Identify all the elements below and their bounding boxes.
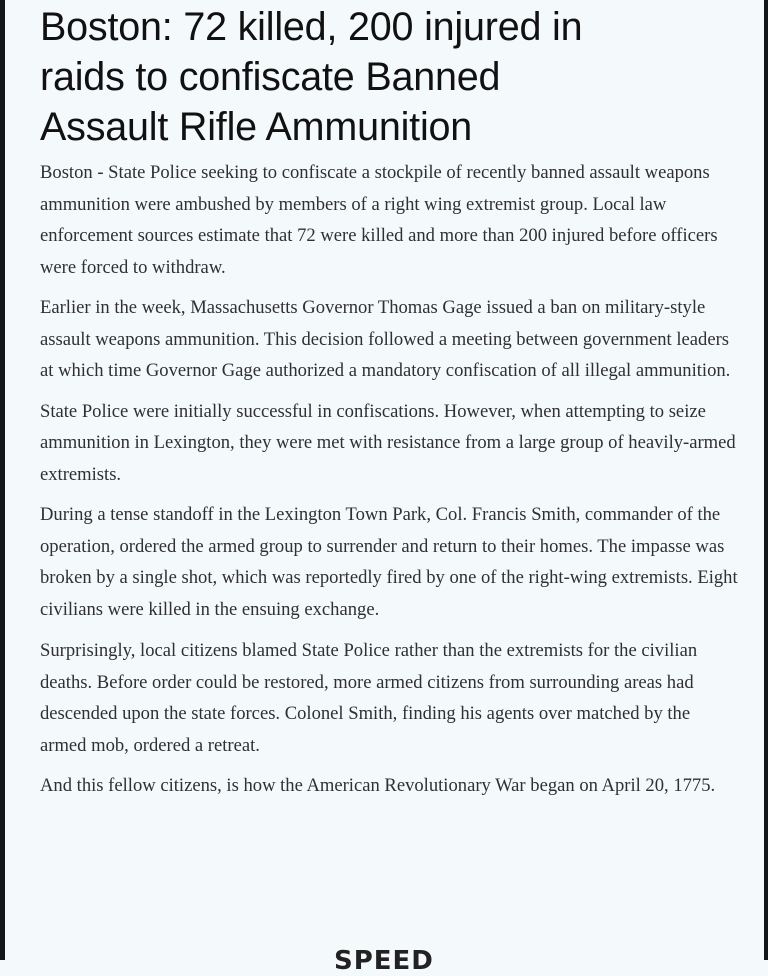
- headline-line-2: raids to confiscate Banned: [40, 55, 501, 99]
- paragraph-3: State Police were initially successful in confiscations. However, when attempting to seize ammunition in Lexington, they were met with resistance from a large group of heavily-armed extremists.: [40, 400, 736, 485]
- paragraph-1: Boston - State Police seeking to confiscate a stockpile of recently banned assault weapons ammunition were ambushed by members of a right wing extremist group. Local law enforcement sources estimate that 72 were killed and more than 200 injured before officers were forced to withdraw.: [40, 162, 718, 278]
- headline-line-1: Boston: 72 killed, 200 injured in: [40, 5, 583, 49]
- right-border: [764, 0, 768, 960]
- paragraph-4: During a tense standoff in the Lexington Town Park, Col. Francis Smith, commander of the operation, ordered the armed group to surrender and return to their homes. The impasse was broken by a single shot, which was reportedly fired by one of the right-wing extremists. Eight civilians were killed in the ensuing exchange.: [40, 504, 738, 620]
- paragraph-6: And this fellow citizens, is how the American Revolutionary War began on April 20, 1775.: [40, 775, 716, 796]
- headline: [40, 0, 740, 152]
- publisher-logo: [334, 946, 444, 976]
- headline-line-3: Assault Rifle Ammunition: [40, 105, 473, 149]
- article: [40, 0, 740, 960]
- left-border: [0, 0, 5, 960]
- publisher-logo-text: SPEED: [334, 946, 434, 976]
- paragraph-2: Earlier in the week, Massachusetts Governor Thomas Gage issued a ban on military-style assault weapons ammunition. This decision followed a meeting between government leaders at which time Governor Gage authorized a mandatory confiscation of all illegal ammunition.: [40, 297, 731, 381]
- paragraph-5: Surprisingly, local citizens blamed State Police rather than the extremists for the civilian deaths. Before order could be restored, more armed citizens from surrounding areas had descended upon the state forces. Colonel Smith, finding his agents over matched by the armed mob, ordered a retreat.: [40, 640, 698, 756]
